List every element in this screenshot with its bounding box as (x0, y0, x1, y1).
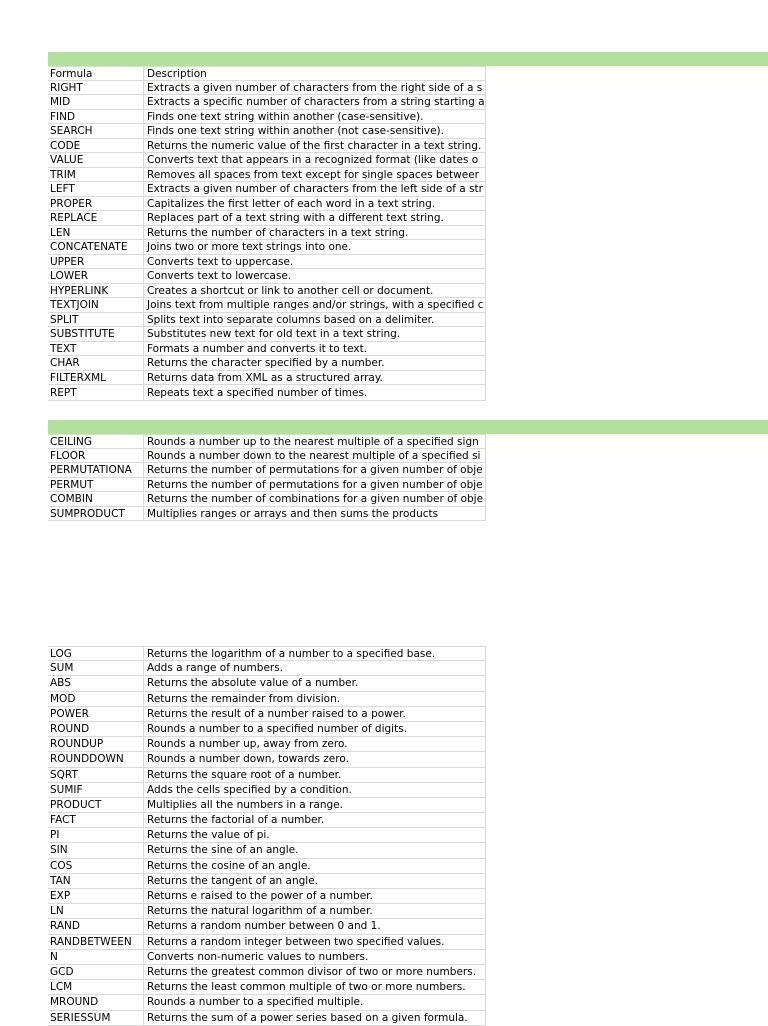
description-cell[interactable]: Splits text into separate columns based on a delimiter. (144, 313, 486, 327)
description-cell[interactable]: Returns data from XML as a structured array. (144, 371, 486, 385)
formula-cell[interactable]: POWER (48, 707, 144, 721)
description-cell[interactable]: Returns the result of a number raised to a power. (144, 707, 486, 721)
description-cell[interactable]: Extracts a specific number of characters from a string starting a (144, 95, 486, 109)
formula-cell[interactable]: SERIESSUM (48, 1011, 144, 1025)
formula-cell[interactable]: LEFT (48, 182, 144, 196)
formula-cell[interactable]: ROUNDUP (48, 737, 144, 751)
table-row (48, 843, 486, 858)
formula-cell[interactable]: SUMIF (48, 783, 144, 797)
table-row (48, 507, 486, 522)
description-cell[interactable]: Extracts a given number of characters from the right side of a s (144, 81, 486, 95)
table-row (48, 434, 486, 449)
description-cell[interactable]: Returns e raised to the power of a number. (144, 889, 486, 903)
table-row (48, 768, 486, 783)
formula-cell[interactable]: RANDBETWEEN (48, 935, 144, 949)
table-row (48, 226, 486, 241)
description-cell[interactable]: Adds a range of numbers. (144, 661, 486, 675)
description-cell[interactable]: Removes all spaces from text except for single spaces betweer (144, 168, 486, 182)
formula-cell[interactable]: MOD (48, 692, 144, 706)
table-row (48, 904, 486, 919)
table-row (48, 211, 486, 226)
description-cell[interactable]: Returns a random integer between two specified values. (144, 935, 486, 949)
description-column-header: Description (144, 67, 486, 80)
description-cell[interactable]: Returns the natural logarithm of a number. (144, 904, 486, 918)
formula-cell[interactable]: CODE (48, 139, 144, 153)
description-cell[interactable]: Returns the tangent of an angle. (144, 874, 486, 888)
description-cell[interactable]: Joins text from multiple ranges and/or strings, with a specified c (144, 298, 486, 312)
formula-cell[interactable]: ROUNDDOWN (48, 752, 144, 766)
table-row (48, 889, 486, 904)
table-row (48, 478, 486, 493)
math-functions-table (48, 646, 486, 1026)
table-row (48, 327, 486, 342)
table-row (48, 722, 486, 737)
formula-cell[interactable]: EXP (48, 889, 144, 903)
table-row (48, 783, 486, 798)
formula-cell[interactable]: MID (48, 95, 144, 109)
description-cell[interactable]: Returns a random number between 0 and 1. (144, 919, 486, 933)
formula-cell[interactable]: MROUND (48, 995, 144, 1009)
description-cell[interactable]: Converts text to uppercase. (144, 255, 486, 269)
formula-cell[interactable]: LOG (48, 647, 144, 660)
table-row (48, 995, 486, 1010)
description-cell[interactable]: Rounds a number down, towards zero. (144, 752, 486, 766)
table-row (48, 449, 486, 464)
formula-cell[interactable]: CEILING (48, 435, 144, 448)
table-row (48, 240, 486, 255)
description-cell[interactable]: Returns the sum of a power series based on a given formula. (144, 1011, 486, 1025)
table-row (48, 859, 486, 874)
formula-cell[interactable]: PROPER (48, 197, 144, 211)
formula-cell[interactable]: SUBSTITUTE (48, 327, 144, 341)
formula-cell[interactable]: SEARCH (48, 124, 144, 138)
description-cell[interactable]: Returns the square root of a number. (144, 768, 486, 782)
description-cell[interactable]: Returns the number of characters in a text string. (144, 226, 486, 240)
section-header-bar-rounding (48, 420, 768, 434)
description-cell[interactable]: Finds one text string within another (not case-sensitive). (144, 124, 486, 138)
formula-cell[interactable]: VALUE (48, 153, 144, 167)
table-row (48, 255, 486, 270)
formula-cell[interactable]: LOWER (48, 269, 144, 283)
description-cell[interactable]: Multiplies all the numbers in a range. (144, 798, 486, 812)
table-row (48, 935, 486, 950)
table-row (48, 950, 486, 965)
table-row (48, 798, 486, 813)
description-cell[interactable]: Returns the least common multiple of two or more numbers. (144, 980, 486, 994)
formula-cell[interactable]: PI (48, 828, 144, 842)
formula-cell[interactable]: ROUND (48, 722, 144, 736)
formula-cell[interactable]: LEN (48, 226, 144, 240)
description-cell[interactable]: Extracts a given number of characters from the left side of a str (144, 182, 486, 196)
description-cell[interactable]: Converts text that appears in a recognized format (like dates o (144, 153, 486, 167)
table-row (48, 110, 486, 125)
rounding-functions-table (48, 434, 486, 521)
description-cell[interactable]: Rounds a number down to the nearest multiple of a specified si (144, 449, 486, 463)
table-row (48, 965, 486, 980)
formula-cell[interactable]: CHAR (48, 356, 144, 370)
description-cell[interactable]: Returns the greatest common divisor of two or more numbers. (144, 965, 486, 979)
description-cell[interactable]: Rounds a number to a specified multiple. (144, 995, 486, 1009)
description-cell[interactable]: Finds one text string within another (case-sensitive). (144, 110, 486, 124)
table-row (48, 692, 486, 707)
description-cell[interactable]: Adds the cells specified by a condition. (144, 783, 486, 797)
formula-cell[interactable]: RAND (48, 919, 144, 933)
table-row (48, 919, 486, 934)
description-cell[interactable]: Returns the number of permutations for a given number of obje (144, 463, 486, 477)
formula-cell[interactable]: TAN (48, 874, 144, 888)
formula-cell[interactable]: REPLACE (48, 211, 144, 225)
formula-cell[interactable]: SQRT (48, 768, 144, 782)
table-row (48, 385, 486, 401)
table-row (48, 153, 486, 168)
table-row (48, 356, 486, 371)
description-cell[interactable]: Rounds a number up, away from zero. (144, 737, 486, 751)
description-cell[interactable]: Returns the logarithm of a number to a specified base. (144, 647, 486, 660)
description-cell[interactable]: Creates a shortcut or link to another cell or document. (144, 284, 486, 298)
table-row (48, 492, 486, 507)
description-cell[interactable]: Returns the number of permutations for a given number of obje (144, 478, 486, 492)
table-row (48, 269, 486, 284)
table-row (48, 182, 486, 197)
formula-cell[interactable]: RIGHT (48, 81, 144, 95)
description-cell[interactable]: Converts text to lowercase. (144, 269, 486, 283)
table-row (48, 463, 486, 478)
formula-cell[interactable]: PERMUT (48, 478, 144, 492)
description-cell[interactable]: Returns the cosine of an angle. (144, 859, 486, 873)
formula-cell[interactable]: CONCATENATE (48, 240, 144, 254)
description-cell[interactable]: Returns the value of pi. (144, 828, 486, 842)
section-header-bar-text (48, 52, 768, 66)
description-cell[interactable]: Returns the absolute value of a number. (144, 676, 486, 690)
table-row (48, 313, 486, 328)
table-row (48, 676, 486, 691)
table-row (48, 813, 486, 828)
description-cell[interactable]: Returns the numeric value of the first character in a text string. (144, 139, 486, 153)
table-row (48, 95, 486, 110)
description-cell[interactable]: Rounds a number to a specified number of digits. (144, 722, 486, 736)
table-row (48, 81, 486, 96)
formula-cell[interactable]: UPPER (48, 255, 144, 269)
formula-cell[interactable]: REPT (48, 385, 144, 400)
description-cell[interactable]: Substitutes new text for old text in a text string. (144, 327, 486, 341)
table-row (48, 646, 486, 661)
description-cell[interactable]: Capitalizes the first letter of each word in a text string. (144, 197, 486, 211)
formula-cell[interactable]: TEXTJOIN (48, 298, 144, 312)
description-cell[interactable]: Joins two or more text strings into one. (144, 240, 486, 254)
description-cell[interactable]: Multiplies ranges or arrays and then sums the products (144, 507, 486, 521)
description-cell[interactable]: Rounds a number up to the nearest multiple of a specified sign (144, 435, 486, 448)
formula-cell[interactable]: COMBIN (48, 492, 144, 506)
table-header-row (48, 66, 486, 81)
formula-cell[interactable]: PERMUTATIONA (48, 463, 144, 477)
formula-cell[interactable]: HYPERLINK (48, 284, 144, 298)
formula-cell[interactable]: LN (48, 904, 144, 918)
formula-cell[interactable]: TRIM (48, 168, 144, 182)
description-cell[interactable]: Returns the sine of an angle. (144, 843, 486, 857)
table-row (48, 139, 486, 154)
formula-cell[interactable]: FLOOR (48, 449, 144, 463)
table-row (48, 707, 486, 722)
formula-cell[interactable]: ABS (48, 676, 144, 690)
table-row (48, 124, 486, 139)
table-row (48, 661, 486, 676)
description-cell[interactable]: Returns the remainder from division. (144, 692, 486, 706)
formula-cell[interactable]: FIND (48, 110, 144, 124)
table-row (48, 1011, 486, 1026)
description-cell[interactable]: Replaces part of a text string with a different text string. (144, 211, 486, 225)
text-functions-table (48, 66, 486, 401)
formula-cell[interactable]: N (48, 950, 144, 964)
table-row (48, 342, 486, 357)
description-cell[interactable]: Formats a number and converts it to text. (144, 342, 486, 356)
table-row (48, 284, 486, 299)
description-cell[interactable]: Returns the factorial of a number. (144, 813, 486, 827)
table-row (48, 737, 486, 752)
table-row (48, 874, 486, 889)
formula-cell[interactable]: SUMPRODUCT (48, 507, 144, 521)
formula-cell[interactable]: PRODUCT (48, 798, 144, 812)
formula-cell[interactable]: LCM (48, 980, 144, 994)
formula-cell[interactable]: COS (48, 859, 144, 873)
table-row (48, 168, 486, 183)
table-row (48, 752, 486, 767)
table-row (48, 298, 486, 313)
description-cell[interactable]: Converts non-numeric values to numbers. (144, 950, 486, 964)
description-cell[interactable]: Returns the number of combinations for a given number of obje (144, 492, 486, 506)
table-row (48, 197, 486, 212)
formula-cell[interactable]: GCD (48, 965, 144, 979)
description-cell[interactable]: Returns the character specified by a number. (144, 356, 486, 370)
formula-cell[interactable]: TEXT (48, 342, 144, 356)
formula-cell[interactable]: SUM (48, 661, 144, 675)
description-cell[interactable]: Repeats text a specified number of times. (144, 385, 486, 400)
formula-cell[interactable]: SPLIT (48, 313, 144, 327)
formula-cell[interactable]: SIN (48, 843, 144, 857)
table-row (48, 828, 486, 843)
table-row (48, 371, 486, 386)
table-row (48, 980, 486, 995)
formula-column-header: Formula (48, 67, 144, 80)
formula-cell[interactable]: FILTERXML (48, 371, 144, 385)
formula-cell[interactable]: FACT (48, 813, 144, 827)
